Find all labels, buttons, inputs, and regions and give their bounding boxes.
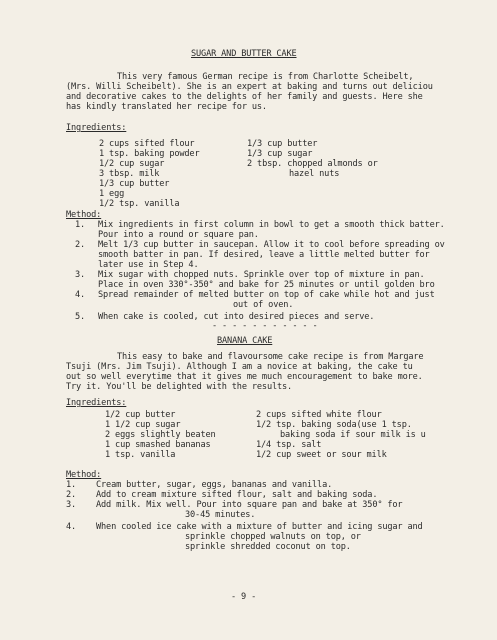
step-number: 4. bbox=[66, 522, 77, 532]
step-text: sprinkle chopped walnuts on top, or bbox=[185, 532, 361, 542]
ingredient-item: hazel nuts bbox=[289, 169, 340, 179]
intro-line: This easy to bake and flavoursome cake recipe is from Margare bbox=[117, 352, 424, 362]
ingredient-item: 1/2 cup sweet or sour milk bbox=[256, 450, 387, 460]
intro-line: This very famous German recipe is from Charlotte Scheibelt, bbox=[117, 72, 414, 82]
section-divider: - - - - - - - - - - - bbox=[212, 321, 318, 331]
recipe-title: BANANA CAKE bbox=[217, 336, 273, 346]
ingredient-item: 1 tsp. baking powder bbox=[99, 149, 200, 159]
intro-line: Tsuji (Mrs. Jim Tsuji). Although I am a novice at baking, the cake tu bbox=[66, 362, 413, 372]
step-text: Add to cream mixture sifted flour, salt and baking soda. bbox=[96, 490, 378, 500]
step-number: 2. bbox=[66, 490, 77, 500]
ingredient-item: 2 cups sifted white flour bbox=[256, 410, 382, 420]
step-number: 3. bbox=[66, 500, 77, 510]
step-text: sprinkle shredded coconut on top. bbox=[185, 542, 351, 552]
step-text: Add milk. Mix well. Pour into square pan and bake at 350° for bbox=[96, 500, 403, 510]
method-heading: Method: bbox=[66, 210, 102, 220]
page-number: - 9 - bbox=[231, 592, 257, 602]
step-number: 1. bbox=[75, 220, 86, 230]
method-heading: Method: bbox=[66, 470, 102, 480]
step-number: 3. bbox=[75, 270, 86, 280]
intro-line: (Mrs. Willi Scheibelt). She is an expert at baking and turns out deliciou bbox=[66, 82, 433, 92]
step-number: 4. bbox=[75, 290, 86, 300]
step-text: smooth batter in pan. If desired, leave a little melted butter for bbox=[98, 250, 430, 260]
step-text: When cooled ice cake with a mixture of butter and icing sugar and bbox=[96, 522, 423, 532]
step-text: Mix sugar with chopped nuts. Sprinkle over top of mixture in pan. bbox=[98, 270, 425, 280]
ingredient-item: 1 egg bbox=[99, 189, 125, 199]
step-number: 1. bbox=[66, 480, 77, 490]
ingredients-heading: Ingredients: bbox=[66, 123, 127, 133]
ingredient-item: 1 tsp. vanilla bbox=[105, 450, 176, 460]
step-text: later use in Step 4. bbox=[98, 260, 199, 270]
ingredient-item: 1/2 tsp. baking soda(use 1 tsp. bbox=[256, 420, 412, 430]
step-text: Pour into a round or square pan. bbox=[98, 230, 259, 240]
step-number: 5. bbox=[75, 312, 86, 322]
step-text: Spread remainder of melted butter on top of cake while hot and just bbox=[98, 290, 435, 300]
step-number: 2. bbox=[75, 240, 86, 250]
ingredient-item: 2 cups sifted flour bbox=[99, 139, 195, 149]
intro-line: Try it. You'll be delighted with the results. bbox=[66, 382, 293, 392]
step-text: out of oven. bbox=[233, 300, 294, 310]
intro-line: has kindly translated her recipe for us. bbox=[66, 102, 267, 112]
ingredient-item: 1/2 cup butter bbox=[105, 410, 176, 420]
ingredients-heading: Ingredients: bbox=[66, 398, 127, 408]
ingredient-item: 1/2 cup sugar bbox=[99, 159, 165, 169]
intro-line: and decorative cakes to the delights of her family and guests. Here she bbox=[66, 92, 423, 102]
step-text: 30-45 minutes. bbox=[185, 510, 256, 520]
ingredient-item: 3 tbsp. milk bbox=[99, 169, 160, 179]
ingredient-item: baking soda if sour milk is u bbox=[280, 430, 426, 440]
step-text: When cake is cooled, cut into desired pieces and serve. bbox=[98, 312, 375, 322]
ingredient-item: 1/4 tsp. salt bbox=[256, 440, 322, 450]
step-text: Melt 1/3 cup butter in saucepan. Allow it to cool before spreading ov bbox=[98, 240, 445, 250]
ingredient-item: 1/3 cup butter bbox=[99, 179, 170, 189]
step-text: Place in oven 330°-350° and bake for 25 minutes or until golden bro bbox=[98, 280, 435, 290]
ingredient-item: 1 1/2 cup sugar bbox=[105, 420, 181, 430]
ingredient-item: 2 eggs slightly beaten bbox=[105, 430, 216, 440]
ingredient-item: 1/3 cup sugar bbox=[247, 149, 313, 159]
intro-line: out so well everytime that it gives me much encouragement to bake more. bbox=[66, 372, 423, 382]
ingredient-item: 1/2 tsp. vanilla bbox=[99, 199, 180, 209]
step-text: Cream butter, sugar, eggs, bananas and vanilla. bbox=[96, 480, 333, 490]
ingredient-item: 2 tbsp. chopped almonds or bbox=[247, 159, 378, 169]
step-text: Mix ingredients in first column in bowl to get a smooth thick batter. bbox=[98, 220, 445, 230]
recipe-title: SUGAR AND BUTTER CAKE bbox=[191, 49, 297, 59]
ingredient-item: 1/3 cup butter bbox=[247, 139, 318, 149]
ingredient-item: 1 cup smashed bananas bbox=[105, 440, 211, 450]
